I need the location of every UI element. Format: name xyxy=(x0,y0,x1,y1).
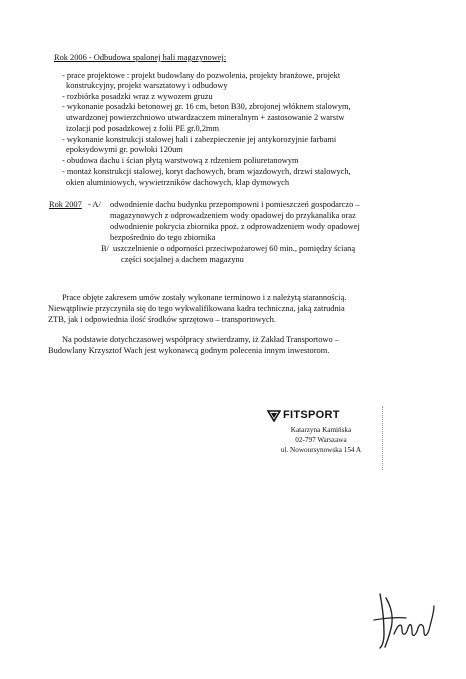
item-a-line: odwodnienie dachu budynku przepompowni i pomieszczeń gospodarczo – xyxy=(110,200,360,209)
list-item: okien aluminiowych, wywietrzników dachowych, klap dymowych xyxy=(66,178,290,187)
item-b-label: B/ xyxy=(101,244,109,253)
stamp-border xyxy=(382,406,384,470)
heading-2007-year: Rok 2007 xyxy=(49,200,82,209)
handwritten-signature-icon xyxy=(372,590,438,650)
heading-2006: Rok 2006 - Odbudowa spalonej hali magazynowej: xyxy=(54,53,227,62)
list-item: izolacji pod posadzkowej z folii PE gr.0,2mm xyxy=(66,124,220,133)
stamp-brand: FITSPORT xyxy=(283,409,340,421)
paragraph-line: Niewątpliwie przyczyniła się do tego wykwalifikowana kadra techniczna, jaką zatrudnia xyxy=(48,304,345,313)
stamp-line: Katarzyna Kamińska xyxy=(290,426,352,434)
list-item: - obudowa dachu i ścian płytą warstwową z rdzeniem poliuretanowym xyxy=(62,156,299,165)
stamp-logo xyxy=(261,409,381,423)
list-item: konstrukcyjny, projekt warsztatowy i odbudowy xyxy=(66,81,228,90)
company-stamp xyxy=(261,409,381,471)
item-a-line: odwodnienie pokrycia zbiornika ppoż. z odprowadzeniem wody opadowej xyxy=(110,222,360,231)
list-item: - prace projektowe : projekt budowlany do pozwolenia, projekty branżowe, projekt xyxy=(62,71,341,80)
item-a-line: magazynowych z odprowadzeniem wody opadowej do przykanalika oraz xyxy=(110,211,356,220)
item-a-label: - A/ xyxy=(88,200,101,209)
item-b-line: części socjalnej a dachem magazynu xyxy=(121,255,244,264)
fitsport-logo-icon xyxy=(267,410,281,422)
list-item: epoksydowymi gr. powłoki 120um xyxy=(66,145,183,154)
paragraph-line: ZTB, jak i odpowiednia ilość środków sprzętowo – transportowych. xyxy=(48,315,276,324)
paragraph-line: Budowlany Krzysztof Wach jest wykonawcą godnym polecenia innym inwestorom. xyxy=(48,346,330,355)
stamp-line: 02-797 Warszawa xyxy=(295,436,347,444)
item-a-line: bezpośrednio do tego zbiornika xyxy=(110,233,216,242)
list-item: - wykonanie konstrukcji stalowej hali i zabezpieczenie jej antykorozyjnie farbami xyxy=(62,135,337,144)
paragraph-line: Na podstawie dotychczasowej współpracy stwierdzamy, iż Zakład Transportowo – xyxy=(62,335,339,344)
list-item: utwardzonej powierzchniowo utwardzaczem mineralnym + zastosowanie 2 warstw xyxy=(66,113,345,122)
stamp-line: ul. Nowoursynowska 154 A xyxy=(280,446,362,454)
paragraph-line: Prace objęte zakresem umów zostały wykonane terminowo i z należytą starannością. xyxy=(62,293,347,302)
list-item: - rozbiórka posadzki wraz z wywozem gruzu xyxy=(62,92,213,101)
item-b-line: uszczelnienie o odporności przeciwpożarowej 60 min., pomiędzy ścianą xyxy=(113,244,356,253)
list-item: - wykonanie posadzki betonowej gr. 16 cm, beton B30, zbrojonej włóknem stalowym, xyxy=(62,102,351,111)
list-item: - montaż konstrukcji stalowej, koryt dachowych, bram wjazdowych, drzwi stalowych, xyxy=(62,167,351,176)
